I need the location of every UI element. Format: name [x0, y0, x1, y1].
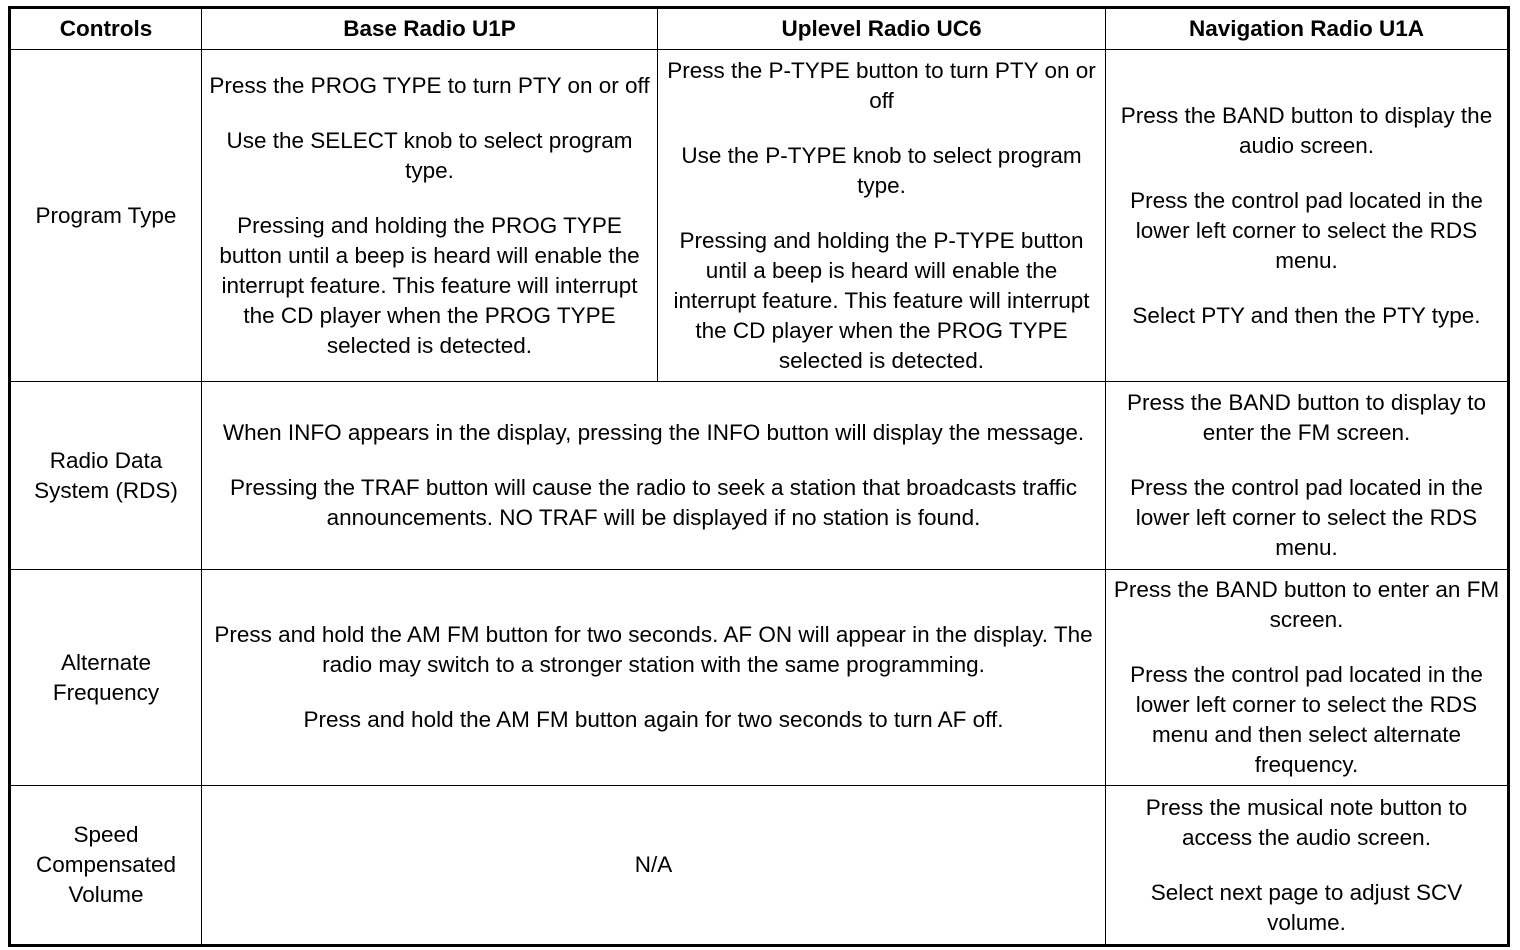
- cell-text: Press the musical note button to access the audio screen.: [1145, 794, 1468, 850]
- cell-scv-base-uplevel: N/A: [202, 786, 1106, 946]
- cell-text: Pressing and holding the PROG TYPE button until a beep is heard will enable the interrupt feature. This feature will interrupt the CD player when the PROG TYPE selected is detected.: [219, 212, 640, 358]
- cell-text: Press the BAND button to display to enter the FM screen.: [1127, 390, 1486, 445]
- control-label-speed-compensated-volume: Speed Compensated Volume: [10, 786, 202, 946]
- cell-program-type-navigation: [1106, 50, 1509, 382]
- control-label-program-type: Program Type: [10, 50, 202, 382]
- control-label-rds: Radio Data System (RDS): [10, 382, 202, 570]
- cell-rds-navigation: [1106, 382, 1509, 570]
- cell-text: Press the control pad located in the lower left corner to select the RDS menu.: [1130, 187, 1483, 273]
- cell-text: Select next page to adjust SCV volume.: [1150, 879, 1463, 935]
- header-base-radio: Base Radio U1P: [202, 8, 658, 50]
- cell-text: Press the BAND button to display the audio screen.: [1120, 102, 1493, 158]
- cell-text: Pressing the TRAF button will cause the radio to seek a station that broadcasts traffic announcements. NO TRAF will be displayed if no station is found.: [229, 475, 1078, 530]
- cell-alternate-frequency-base-uplevel: [202, 570, 1106, 786]
- cell-scv-navigation: [1106, 786, 1509, 946]
- cell-text: Use the P-TYPE knob to select program type.: [681, 142, 1082, 198]
- cell-text: Press the control pad located in the lower left corner to select the RDS menu and then select alternate frequency.: [1130, 662, 1483, 777]
- radio-controls-table: [8, 6, 1510, 947]
- cell-rds-base-uplevel: [202, 382, 1106, 570]
- cell-text: Press the BAND button to enter an FM screen.: [1113, 577, 1500, 632]
- table-row-program-type: [10, 50, 1509, 382]
- cell-text: Pressing and holding the P-TYPE button until a beep is heard will enable the interrupt feature. This feature will interrupt the CD player when the PROG TYPE selected is detected.: [673, 227, 1090, 373]
- cell-text: Use the SELECT knob to select program type.: [226, 127, 633, 183]
- cell-text: Press the control pad located in the lower left corner to select the RDS menu.: [1130, 475, 1483, 560]
- table-row-rds: [10, 382, 1509, 570]
- control-label-alternate-frequency: Alternate Frequency: [10, 570, 202, 786]
- cell-text: When INFO appears in the display, pressing the INFO button will display the message.: [222, 420, 1085, 445]
- header-navigation-radio: Navigation Radio U1A: [1106, 8, 1509, 50]
- table-row-speed-compensated-volume: [10, 786, 1509, 946]
- cell-text: Press the P-TYPE button to turn PTY on or off: [667, 57, 1096, 113]
- cell-text: Press and hold the AM FM button again for two seconds to turn AF off.: [303, 707, 1004, 732]
- header-uplevel-radio: Uplevel Radio UC6: [658, 8, 1106, 50]
- cell-program-type-uplevel: [658, 50, 1106, 382]
- cell-text: Press and hold the AM FM button for two seconds. AF ON will appear in the display. The radio may switch to a stronger station with the same programming.: [214, 622, 1093, 677]
- cell-program-type-base: [202, 50, 658, 382]
- table-row-alternate-frequency: [10, 570, 1509, 786]
- cell-text: Press the PROG TYPE to turn PTY on or off: [209, 72, 650, 98]
- header-row: [10, 8, 1509, 50]
- cell-alternate-frequency-navigation: [1106, 570, 1509, 786]
- cell-text: Select PTY and then the PTY type.: [1132, 302, 1481, 328]
- header-controls: Controls: [10, 8, 202, 50]
